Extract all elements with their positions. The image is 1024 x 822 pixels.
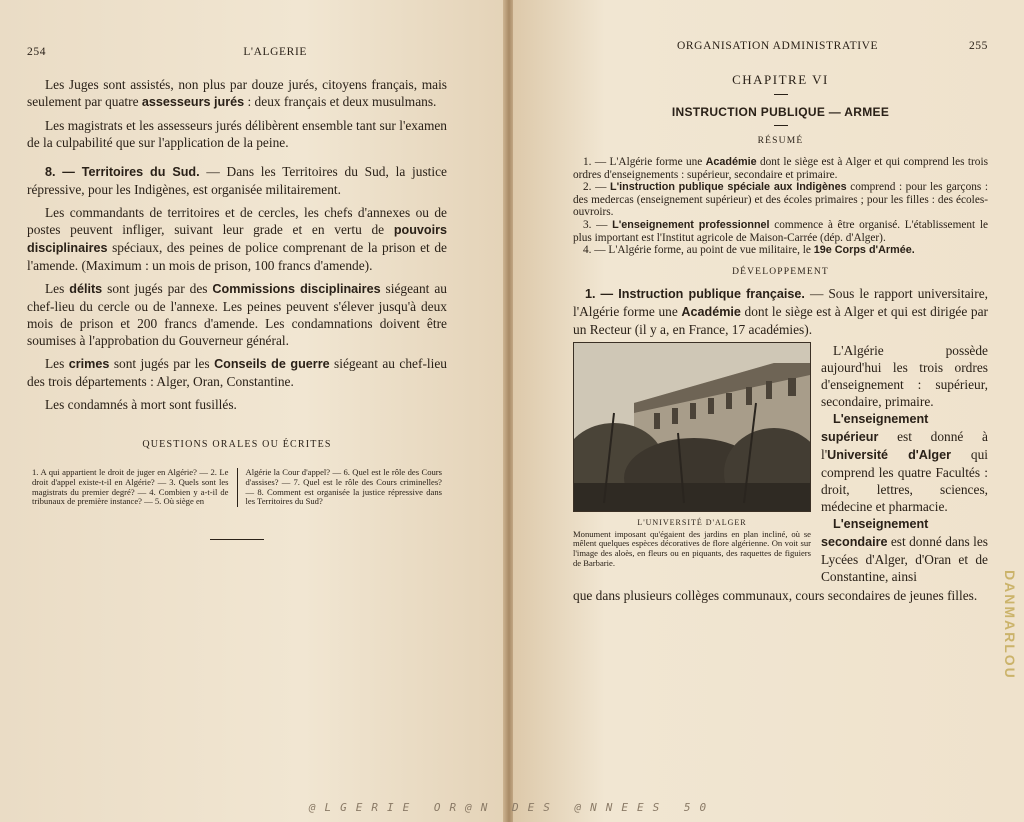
delits-b: sont jugés par des [102, 281, 213, 296]
questions-title: QUESTIONS ORALES OU ÉCRITES [142, 439, 332, 450]
crimes-b: sont jugés par les [109, 356, 215, 371]
r1-bold: Académie [705, 156, 757, 168]
universite-photo [573, 342, 811, 512]
juges-end: : deux français et deux musulmans. [244, 94, 437, 109]
juges-bold: assesseurs jurés [141, 95, 245, 109]
r2-b: comprend : pour les garçons : des medercas (enseignement supérieur) et des écoles primaires ; pour les filles : des écoles-ouvroirs. [573, 181, 988, 219]
universite-illustration [574, 343, 810, 511]
side-c: qui comprend les quatre Facultés : droit, lettres, sciences, médecine et pharmacie. [821, 446, 988, 514]
side-bold1: L'enseignement supérieur [821, 411, 929, 444]
r3-b: commence à être organisé. L'établissement le plus important est l'Institut agricole de Maison-Carrée (dép. d'Alger). [573, 218, 988, 244]
resume-item-2 [573, 181, 988, 219]
side-watermark: DANMARLOU [1002, 570, 1018, 680]
crimes-a: Les [45, 356, 69, 371]
title-rule [774, 125, 788, 126]
commandants-text: Les commandants de territoires et de cercles, les chefs d'annexes ou de postes peuvent infliger, suivant leur grade et en vertu de [27, 205, 447, 237]
commissions-bold: Commissions disciplinaires [212, 282, 381, 296]
commandants-end: spéciaux, des peines de police comprenant de la prison et de l'amende. (Maximum : un mois de prison, 100 francs d'amende). [27, 240, 447, 273]
chapter-rule [774, 94, 788, 95]
conseils-bold: Conseils de guerre [214, 357, 330, 371]
resume-item-1 [573, 156, 988, 181]
d1-a: — Sous le rapport universitaire, l'Algérie forme une [573, 285, 988, 319]
paragraph-commandants [27, 204, 447, 274]
end-rule [210, 539, 264, 540]
figure-and-text [573, 342, 988, 585]
chapter-title: INSTRUCTION PUBLIQUE — ARMEE [671, 105, 890, 119]
developpement-heading: DÉVELOPPEMENT [732, 266, 829, 277]
side-para-3 [821, 515, 988, 585]
r2-bold: L'instruction publique spéciale aux Indigènes [609, 181, 847, 194]
paragraph-juges [27, 76, 447, 111]
side-b: est donné à l' [821, 428, 988, 462]
r1-b: dont le siège est à Alger et qui comprend les trois ordres d'enseignements : supérieur, secondaire et primaire. [573, 156, 988, 181]
right-page [513, 0, 1024, 822]
sud-number: 8. [45, 165, 56, 179]
questions-block [27, 468, 447, 507]
left-page-number: 254 [27, 46, 47, 58]
side-text [821, 342, 988, 585]
r3-bold: L'enseignement professionnel [612, 218, 770, 231]
r2-a: 2. — [583, 181, 610, 194]
questions-column-2: Algérie la Cour d'appel? — 6. Quel est le rôle des Cours d'assises? — 7. Quel est le rôle des Cours criminelles? — 8. Comment est organisée la justice répressive dans les Territoires du Sud? [245, 467, 442, 507]
juges-text: Les Juges sont assistés, non plus par douze jurés, citoyens français, mais seulement par quatre [27, 77, 447, 109]
sud-heading: — Territoires du Sud. [62, 165, 200, 179]
caption-title: L'UNIVERSITÉ D'ALGER [637, 517, 747, 527]
delits-c: siégeant au chef-lieu du cercle ou de l'annexe. Les peines peuvent s'élever jusqu'à deux mois de prison et 200 francs d'amende. Les condamnations doivent être soumises à l'approbation du Gouverneur général. [27, 281, 447, 348]
side-para-1: L'Algérie possède aujourd'hui les trois ordres d'enseignement : supérieur, secondaire, primaire. [821, 342, 988, 409]
left-page [0, 0, 505, 822]
figure-universite [573, 342, 811, 585]
paragraph-tail: que dans plusieurs collèges communaux, cours secondaires de jeunes filles. [573, 587, 978, 603]
crimes-c: siégeant au chef-lieu des trois départements : Alger, Oran, Constantine. [27, 356, 447, 389]
resume-block [573, 156, 988, 257]
d1-number: 1. [585, 286, 596, 301]
resume-heading: RÉSUMÉ [757, 136, 804, 146]
side-bold3: L'enseignement secondaire [821, 516, 929, 549]
caption-text: Monument imposant qu'égaient des jardins en plan incliné, où se mêlent quelques espèces décoratives de flore algérienne. On voit sur l'image des aloès, en fleurs ou en piquants, des raquettes de figuiers de Barbarie. [573, 528, 811, 568]
commandants-bold: pouvoirs disciplinaires [27, 223, 447, 255]
r4-a: 4. — L'Algérie forme, au point de vue militaire, le [583, 244, 814, 257]
chapter-label: CHAPITRE VI [732, 72, 829, 87]
paragraph-magistrats: Les magistrats et les assesseurs jurés délibèrent ensemble tant sur l'examen de la culpabilité que sur l'application de la peine. [27, 118, 447, 150]
right-running-title: ORGANISATION ADMINISTRATIVE [677, 40, 879, 52]
paragraph-condamnes: Les condamnés à mort sont fusillés. [45, 397, 237, 412]
paragraph-crimes [27, 355, 447, 390]
paragraph-delits [27, 280, 447, 349]
delits-bold: délits [69, 282, 103, 296]
d1-heading: — Instruction publique française. [600, 286, 805, 301]
bottom-watermark: @LGERIE OR@N DES @NNEES 50 [308, 801, 716, 814]
questions-column-1: 1. A qui appartient le droit de juger en Algérie? — 2. Le droit d'appel existe-t-il en Algérie? — 3. Quels sont les magistrats du premier degré? — 4. Combien y a-t-il de tribunaux de première instance? — 5. Où siège en [32, 467, 229, 507]
d1-b: dont le siège est à Alger et qui est dirigée par un Recteur (il y a, en France, 17 académies). [573, 303, 988, 337]
r3-a: 3. — [583, 218, 613, 231]
r4-bold: 19e Corps d'Armée. [813, 244, 915, 257]
side-para-2 [821, 410, 988, 515]
delits-a: Les [45, 281, 70, 296]
paragraph-territoires-sud [27, 163, 447, 198]
resume-item-4 [573, 244, 988, 257]
left-running-head [27, 46, 447, 58]
sud-text: — Dans les Territoires du Sud, la justice répressive, pour les Indigènes, est organisée militairement. [27, 164, 447, 197]
d1-bold2: Académie [681, 304, 741, 319]
right-running-head [573, 40, 988, 52]
paragraph-instruction [573, 285, 988, 338]
questions-divider [237, 468, 238, 507]
crimes-bold: crimes [68, 357, 110, 371]
right-page-number: 255 [968, 40, 988, 52]
left-running-title: L'ALGERIE [243, 46, 307, 58]
side-d: est donné dans les Lycées d'Alger, d'Oran et de Constantine, ainsi [821, 533, 988, 584]
side-bold2: Université d'Alger [827, 447, 951, 462]
r1-a: 1. — L'Algérie forme une [583, 156, 706, 168]
resume-item-3 [573, 219, 988, 244]
